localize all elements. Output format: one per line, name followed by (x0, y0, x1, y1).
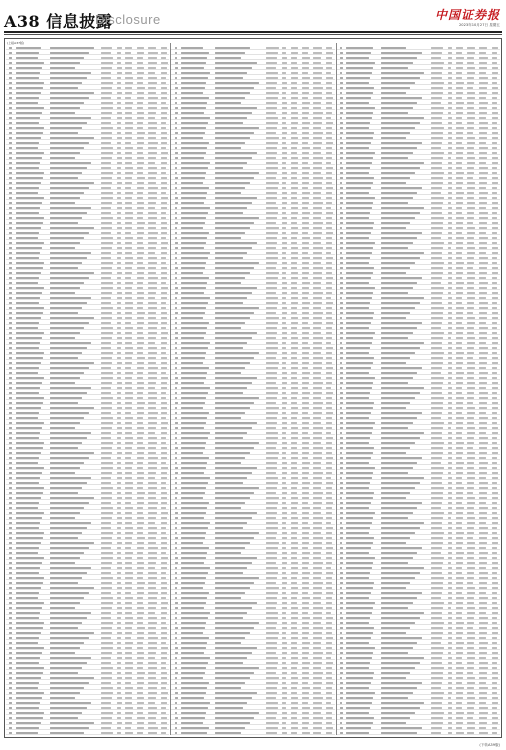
row-divider (6, 734, 169, 735)
section-title-english: Disclosure (95, 12, 161, 27)
table-column (171, 45, 334, 735)
continued-from-label: (上接A37版) (7, 41, 25, 45)
table-column (337, 45, 500, 735)
table-row (6, 730, 169, 735)
table-row (171, 730, 334, 735)
continued-to-label: (下转A39版) (479, 743, 500, 747)
table-column (6, 45, 169, 735)
table-row (337, 730, 500, 735)
issue-date: 2023年10月27日 星期五 (459, 23, 500, 27)
header-rule (4, 31, 502, 33)
row-divider (171, 734, 334, 735)
column-divider (170, 43, 171, 735)
section-title: 信息披露 (46, 12, 113, 31)
row-divider (337, 734, 500, 735)
column-divider (336, 43, 337, 735)
section-number: A38 (4, 12, 41, 31)
newspaper-logo: 中国证券报 (434, 8, 500, 22)
disclosure-table (4, 38, 502, 738)
header-rule-thin (4, 34, 502, 35)
